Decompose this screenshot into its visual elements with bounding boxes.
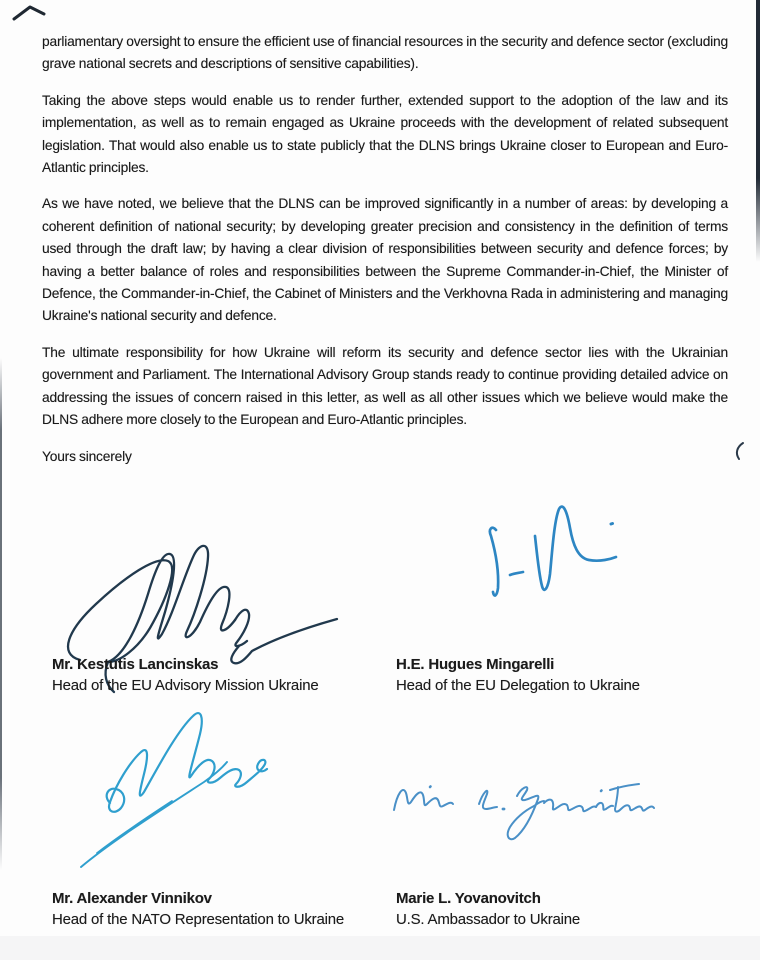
scan-edge-left	[0, 358, 2, 870]
signatory-title: Head of the NATO Representation to Ukraine	[52, 910, 345, 928]
signatory-block-yovanovitch	[396, 889, 580, 930]
signatory-block-mingarelli	[396, 655, 640, 696]
signatory-name: Mr. Kestutis Lancinskas	[52, 656, 219, 673]
scan-speck	[732, 440, 746, 462]
signature-mingarelli	[465, 503, 635, 618]
signatory-name: Mr. Alexander Vinnikov	[52, 890, 212, 907]
corner-scan-mark	[10, 2, 50, 24]
scan-edge-right	[756, 0, 760, 262]
signatory-title: Head of the EU Delegation to Ukraine	[396, 676, 640, 694]
footer-scan-band	[0, 936, 760, 960]
signatory-block-vinnikov	[52, 889, 344, 930]
signatory-block-lancinskas	[52, 655, 319, 696]
signatory-title: U.S. Ambassador to Ukraine	[396, 910, 581, 928]
paragraph-1: parliamentary oversight to ensure the efficient use of financial resources in the security and defence sector (excluding grave national secrets and descriptions of sensitive capabilities).	[42, 34, 728, 72]
paragraph-4: The ultimate responsibility for how Ukraine will reform its security and defence sector lies with the Ukrainian government and Parliament. The International Advisory Group stands ready to continue providing detailed advice on addressing the issues of concern raised in this letter, as well as all other issues which we believe would make the DLNS adhere more closely to the European and Euro-Atlantic principles.	[42, 344, 728, 428]
signature-yovanovitch	[382, 763, 672, 858]
paragraph-3: As we have noted, we believe that the DLNS can be improved significantly in a number of areas: by developing a coherent definition of national security; by developing greater precision and consistency in the definition of terms used through the draft law; by having a clear division of responsibilities between security and defence forces; by having a better balance of roles and responsibilities between the Supreme Commander-in-Chief, the Minister of Defence, the Commander-in-Chief, the Cabinet of Ministers and the Verkhovna Rada in administering and managing Ukraine's national security and defence.	[42, 196, 728, 324]
paragraph-2: Taking the above steps would enable us to render further, extended support to the adoption of the law and its implementation, as well as to remain engaged as Ukraine proceeds with the development of related subsequent legislation. That would also enable us to state publicly that the DLNS brings Ukraine closer to European and Euro-Atlantic principles.	[42, 92, 728, 176]
signatory-name: Marie L. Yovanovitch	[396, 890, 541, 907]
signature-vinnikov	[64, 700, 314, 885]
letter-body	[42, 31, 728, 482]
signatory-title: Head of the EU Advisory Mission Ukraine	[52, 676, 319, 694]
closing-salutation: Yours sincerely	[42, 448, 132, 464]
signatory-name: H.E. Hugues Mingarelli	[396, 656, 555, 673]
